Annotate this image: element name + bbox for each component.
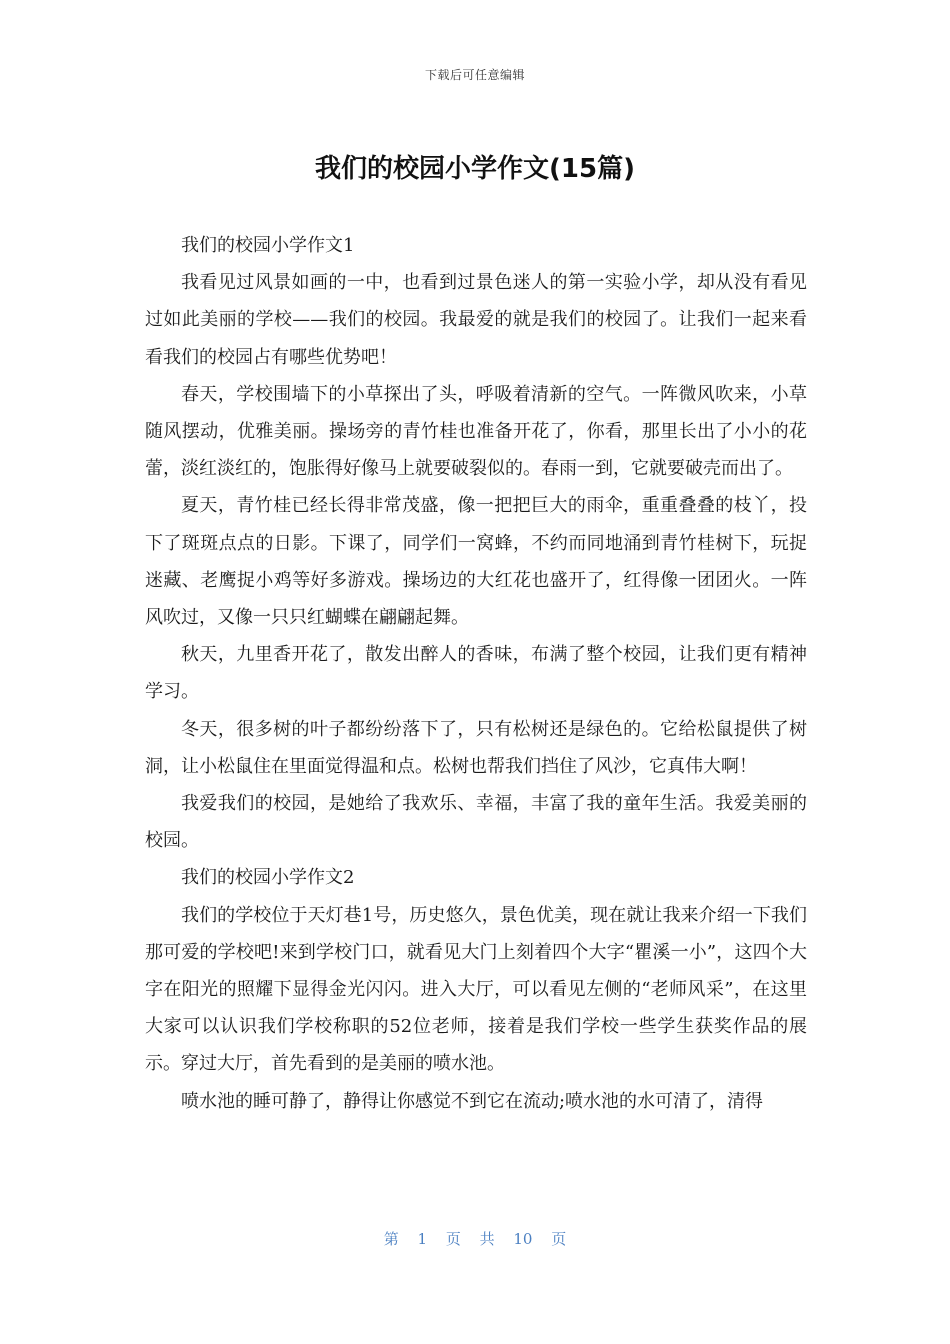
body-paragraph: 秋天，九里香开花了，散发出醉人的香味，布满了整个校园，让我们更有精神学习。 [145, 644, 807, 703]
section-heading: 我们的校园小学作文1 [181, 235, 355, 256]
section-heading: 我们的校园小学作文2 [181, 867, 355, 889]
document-body [145, 227, 807, 1120]
body-paragraph: 我爱我们的校园，是她给了我欢乐、幸福，丰富了我的童年生活。我爱美丽的校园。 [145, 793, 807, 852]
body-paragraph: 冬天，很多树的叶子都纷纷落下了，只有松树还是绿色的。它给松鼠提供了树洞，让小松鼠住在里面觉得温和点。松树也帮我们挡住了风沙，它真伟大啊！ [145, 718, 807, 777]
body-paragraph: 我看见过风景如画的一中，也看到过景色迷人的第一实验小学，却从没有看见过如此美丽的学校——我们的校园。我最爱的就是我们的校园了。让我们一起来看看我们的校园占有哪些优势吧！ [145, 272, 807, 368]
essay-section-1 [145, 227, 807, 859]
body-paragraph: 喷水池的睡可静了，静得让你感觉不到它在流动;喷水池的水可清了，清得 [181, 1090, 764, 1112]
page-header-note: 下载后可任意编辑 [424, 68, 525, 82]
body-paragraph: 夏天，青竹桂已经长得非常茂盛，像一把把巨大的雨伞，重重叠叠的枝丫，投下了斑斑点点的日影。下课了，同学们一窝蜂，不约而同地涌到青竹桂树下，玩捉迷藏、老鹰捉小鸡等好多游戏。操场边的大红花也盛开了，红得像一团团火。一阵风吹过，又像一只只红蝴蝶在翩翩起舞。 [145, 495, 807, 629]
essay-section-2 [145, 859, 807, 1119]
body-paragraph: 我们的学校位于天灯巷1号，历史悠久，景色优美，现在就让我来介绍一下我们那可爱的学校吧!来到学校门口，就看见大门上刻着四个大字“瞿溪一小”，这四个大字在阳光的照耀下显得金光闪闪。进入大厅，可以看见左侧的“老师风采”，在这里大家可以认识我们学校称职的52位老师，接着是我们学校一些学生获奖作品的展示。穿过大厅，首先看到的是美丽的喷水池。 [145, 904, 807, 1075]
page-number-footer: 第 1 页 共 10 页 [383, 1230, 567, 1248]
body-paragraph: 春天，学校围墙下的小草探出了头，呼吸着清新的空气。一阵微风吹来，小草随风摆动，优雅美丽。操场旁的青竹桂也准备开花了，你看，那里长出了小小的花蕾，淡红淡红的，饱胀得好像马上就要破裂似的。春雨一到，它就要破壳而出了。 [145, 383, 807, 480]
document-title: 我们的校园小学作文(15篇) [315, 154, 635, 184]
